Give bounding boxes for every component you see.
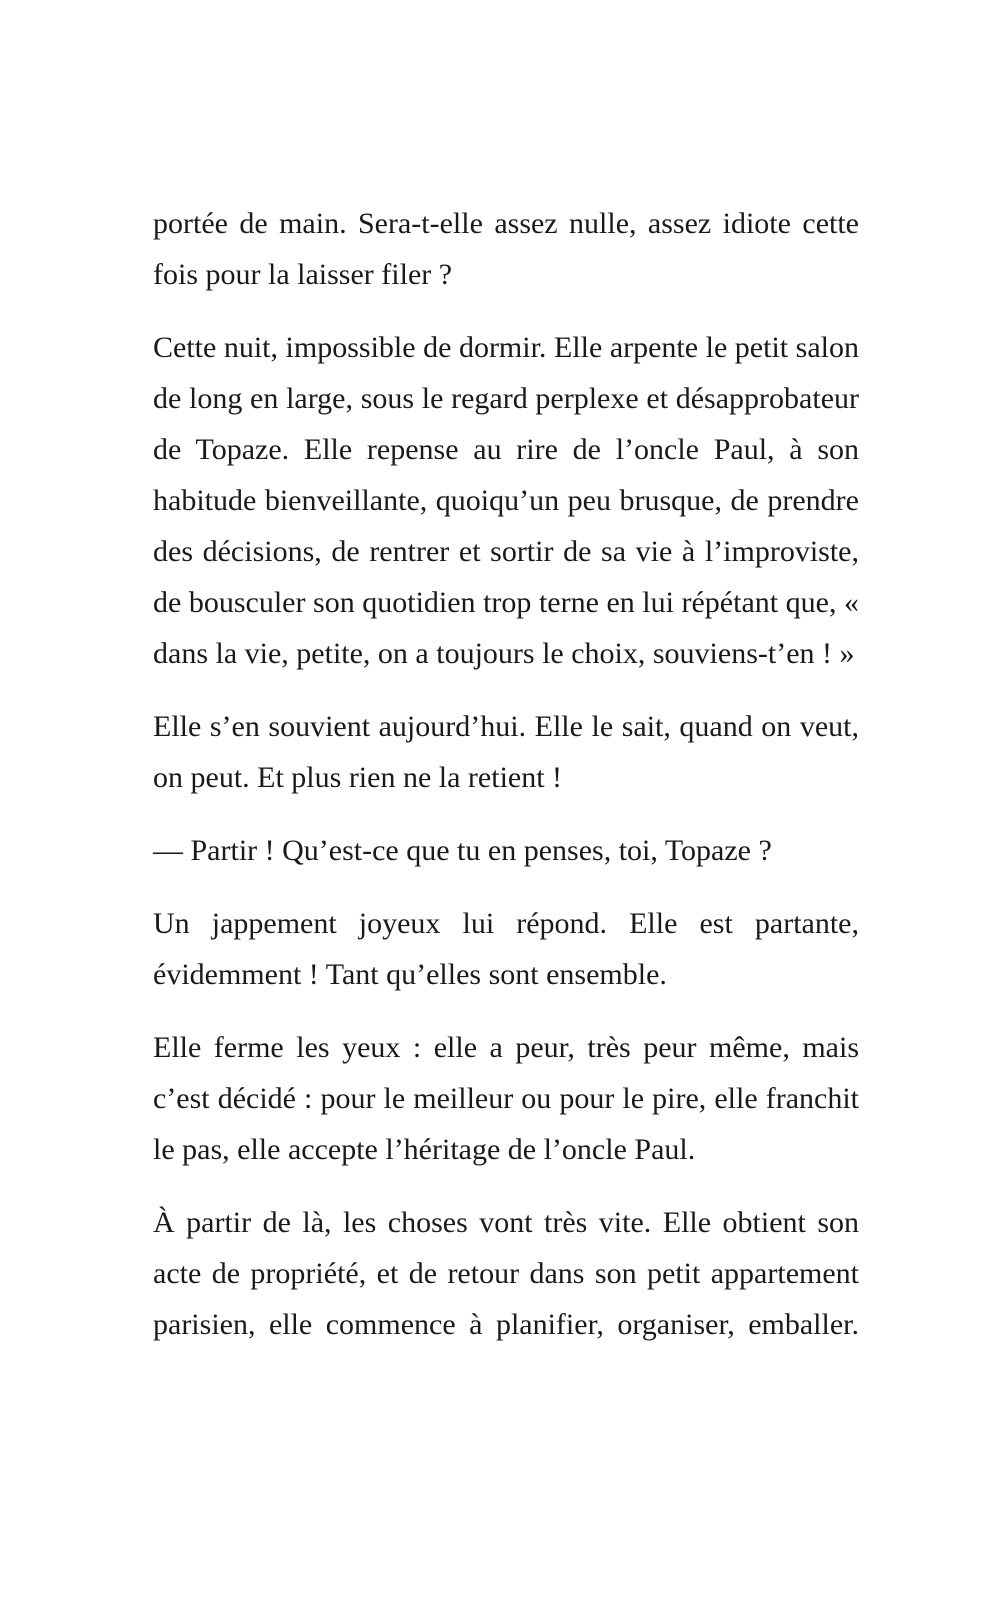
paragraph-7: À partir de là, les choses vont très vite. Elle obtient son acte de propriété, et de retour dans son petit appartement parisien, elle commence à planifier, organiser, emballer. [153,1206,859,1341]
paragraph-1: portée de main. Sera-t-elle assez nulle, assez idiote cette fois pour la laisser filer ? [153,207,859,291]
paragraph-5: Un jappement joyeux lui répond. Elle est partante, évidemment ! Tant qu’elles sont ensemble. [153,907,859,991]
paragraph-2: Cette nuit, impossible de dormir. Elle arpente le petit salon de long en large, sous le regard perplexe et désapprobateur de Topaze. Elle repense au rire de l’oncle Paul, à son habitude bienveillante, quoiqu’un peu brusque, de prendre des décisions, de rentrer et sortir de sa vie à l’improviste, de bousculer son quotidien trop terne en lui répétant que, « dans la vie, petite, on a toujours le choix, souviens-t’en ! » [153,331,859,670]
book-page-text [153,198,859,1350]
paragraph-3: Elle s’en souvient aujourd’hui. Elle le sait, quand on veut, on peut. Et plus rien ne la retient ! [153,710,859,794]
paragraph-4-dialogue: — Partir ! Qu’est-ce que tu en penses, toi, Topaze ? [153,834,772,867]
paragraph-6: Elle ferme les yeux : elle a peur, très peur même, mais c’est décidé : pour le meilleur ou pour le pire, elle franchit le pas, elle accepte l’héritage de l’oncle Paul. [153,1031,859,1166]
